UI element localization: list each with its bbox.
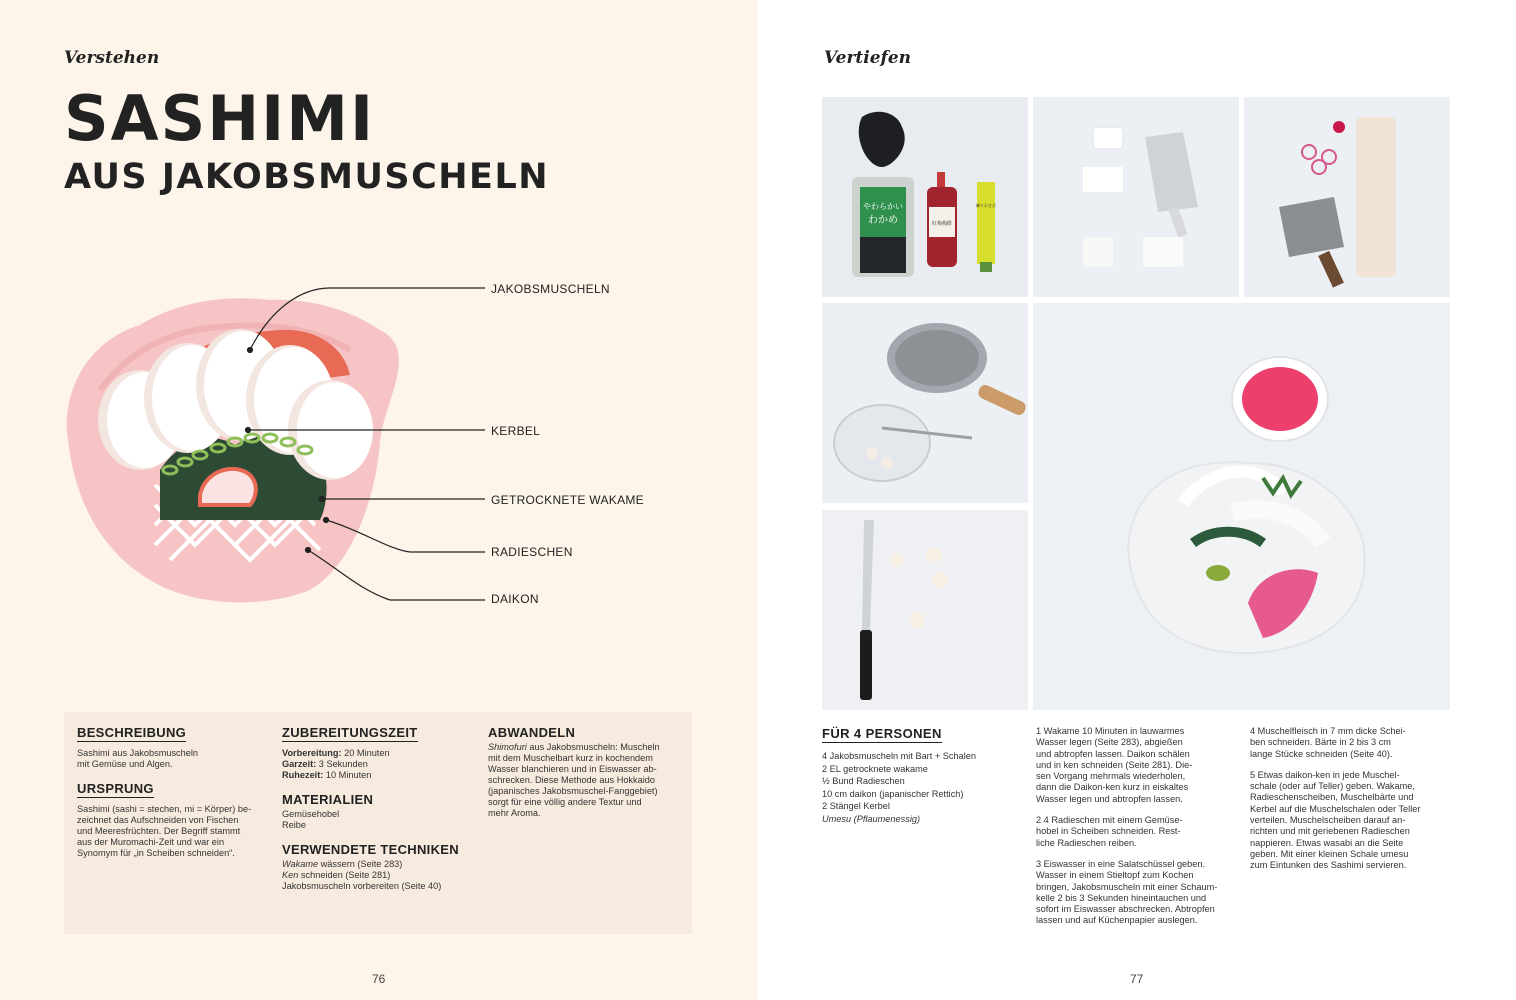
step-line: Wasser legen (Seite 283), abgießen xyxy=(1036,737,1183,748)
text-line: (japanisches Jakobsmuschel-Fanggebiet) xyxy=(488,786,658,796)
materialien-text xyxy=(282,809,472,831)
sashimi-diagram xyxy=(60,270,660,620)
step-line: dann die Daikon-ken kurz in eiskaltes xyxy=(1036,782,1189,793)
text-line: Ken schneiden (Seite 281) xyxy=(282,870,391,880)
text-line: und Meeresfrüchten. Der Begriff stammt xyxy=(77,826,241,836)
abwandeln-heading: ABWANDELN xyxy=(488,725,576,740)
label-wakame: GETROCKNETE WAKAME xyxy=(491,493,644,507)
step-line: verteilen. Muschelscheiben darauf an- xyxy=(1250,815,1406,826)
step-line: 2 4 Radieschen mit einem Gemüse- xyxy=(1036,815,1183,826)
info-col-2 xyxy=(282,724,472,892)
section-tag-verstehen: Verstehen xyxy=(64,48,160,68)
time-row: Garzeit: 3 Sekunden xyxy=(282,759,368,769)
step-line: sen Vorgang mehrmals wiederholen, xyxy=(1036,771,1186,782)
text-line: mit dem Muschelbart kurz in kochendem xyxy=(488,753,653,763)
recipe-title: SASHIMI xyxy=(64,82,376,155)
step-3 xyxy=(1036,859,1236,927)
ursprung-text xyxy=(77,804,267,859)
ingredient-item: 4 Jakobsmuscheln mit Bart + Schalen xyxy=(822,751,976,761)
beschreibung-heading: BESCHREIBUNG xyxy=(77,725,187,740)
text-line: zeichnet das Aufschneiden von Fischen xyxy=(77,815,239,825)
step-line: nappieren. Etwas wasabi an die Seite xyxy=(1250,837,1404,848)
photo-daikon-grater xyxy=(1033,97,1239,297)
recipe-heading: FÜR 4 PERSONEN xyxy=(822,726,942,741)
techniken-heading: VERWENDETE TECHNIKEN xyxy=(282,842,459,857)
step-line: lange Stücke schneiden (Seite 40). xyxy=(1250,748,1393,759)
text-line: sorgt für eine völlig andere Textur und xyxy=(488,797,642,807)
ingredient-item: 2 Stängel Kerbel xyxy=(822,801,890,812)
photo-finished-dish xyxy=(1033,303,1450,710)
step-line: hobel in Scheiben schneiden. Rest- xyxy=(1036,826,1181,837)
step-line: kelle 2 bis 3 Sekunden hineintauchen und xyxy=(1036,892,1207,903)
abwandeln-text xyxy=(488,742,678,819)
ingredient-item: 2 EL getrocknete wakame xyxy=(822,763,928,774)
label-daikon: DAIKON xyxy=(491,592,539,606)
photo-knife xyxy=(822,510,1028,710)
step-line: und abtropfen lassen. Daikon schälen xyxy=(1036,748,1190,759)
steps-column-1 xyxy=(1036,726,1236,937)
photo-radish-slicer xyxy=(1244,97,1450,297)
text-line: Synomym für „in Scheiben schneiden“. xyxy=(77,848,235,858)
package-text: やわらかい xyxy=(863,202,903,211)
time-row: Vorbereitung: 20 Minuten xyxy=(282,748,390,758)
step-line: geben. Mit einer kleinen Schale umesu xyxy=(1250,848,1409,859)
label-radieschen: RADIESCHEN xyxy=(491,545,573,559)
step-line: Wasser in einem Stieltopf zum Kochen xyxy=(1036,870,1194,881)
step-line: 3 Eiswasser in eine Salatschüssel geben. xyxy=(1036,858,1206,869)
ingredient-item: Umesu (Pflaumenessig) xyxy=(822,813,921,824)
info-col-1 xyxy=(77,724,267,859)
beschreibung-text xyxy=(77,748,267,770)
package-text: わかめ xyxy=(868,215,898,226)
ingredients-illustration xyxy=(822,97,1028,297)
ingredients-list xyxy=(822,750,1012,826)
package-text: 練りわさび xyxy=(976,203,996,208)
right-page xyxy=(758,0,1516,1000)
step-line: lassen und auf Küchenpapier auslegen. xyxy=(1036,915,1198,926)
recipe-subtitle: AUS JAKOBSMUSCHELN xyxy=(64,157,550,197)
step-line: zum Eintunken des Sashimi servieren. xyxy=(1250,860,1407,871)
label-jakobsmuscheln: JAKOBSMUSCHELN xyxy=(491,282,610,296)
step-1 xyxy=(1036,726,1236,805)
step-line: 1 Wakame 10 Minuten in lauwarmes xyxy=(1036,726,1185,736)
text-line: Shimofuri aus Jakobsmuscheln: Muscheln xyxy=(488,742,660,752)
step-4 xyxy=(1250,726,1450,760)
ingredient-item: ½ Bund Radieschen xyxy=(822,776,905,787)
step-line: richten und mit geriebenen Radieschen xyxy=(1250,826,1410,837)
materialien-heading: MATERIALIEN xyxy=(282,792,374,807)
step-line: 5 Etwas daikon-ken in jede Muschel- xyxy=(1250,769,1400,780)
zubereitungszeit-text xyxy=(282,748,472,781)
text-line: Sashimi aus Jakobsmuscheln xyxy=(77,748,199,758)
section-tag-vertiefen: Vertiefen xyxy=(824,48,912,68)
text-line: Sashimi (sashi = stechen, mi = Körper) be- xyxy=(77,804,252,814)
step-line: bringen, Jakobsmuscheln mit einer Schaum- xyxy=(1036,881,1218,892)
package-text: 紅梅梅酢 xyxy=(931,221,953,227)
page-number-right: 77 xyxy=(1130,972,1144,986)
photo-ingredients xyxy=(822,97,1028,297)
step-line: Radieschenscheiben, Muschelbärte und xyxy=(1250,792,1414,803)
text-line: Wakame wässern (Seite 283) xyxy=(282,859,403,869)
ursprung-heading: URSPRUNG xyxy=(77,781,154,796)
step-line: ben schneiden. Bärte in 2 bis 3 cm xyxy=(1250,737,1391,748)
text-line: aus der Muromachi-Zeit und war ein xyxy=(77,837,225,847)
zubereitungszeit-heading: ZUBEREITUNGSZEIT xyxy=(282,725,418,740)
ingredient-item: 10 cm daikon (japanischer Rettich) xyxy=(822,788,964,799)
step-line: 4 Muschelfleisch in 7 mm dicke Schei- xyxy=(1250,726,1406,736)
techniken-text xyxy=(282,859,472,892)
text-line: mit Gemüse und Algen. xyxy=(77,759,173,769)
steps-column-2 xyxy=(1250,726,1450,882)
text-line: Gemüsehobel xyxy=(282,809,340,819)
text-line: Jakobsmuscheln vorbereiten (Seite 40) xyxy=(282,881,442,891)
step-line: Wasser legen und abtropfen lassen. xyxy=(1036,793,1183,804)
step-line: liche Radieschen reiben. xyxy=(1036,837,1137,848)
info-col-3 xyxy=(488,724,678,819)
photo-pot xyxy=(822,303,1028,503)
page-number-left: 76 xyxy=(372,972,386,986)
step-line: und in ken schneiden (Seite 281). Die- xyxy=(1036,759,1193,770)
text-line: mehr Aroma. xyxy=(488,808,541,818)
step-line: Kerbel auf die Muschelschalen oder Teller xyxy=(1250,803,1421,814)
text-line: Wasser blanchieren und in Eiswasser ab- xyxy=(488,764,657,774)
label-kerbel: KERBEL xyxy=(491,424,541,438)
time-row: Ruhezeit: 10 Minuten xyxy=(282,770,372,780)
step-5 xyxy=(1250,770,1450,872)
text-line: Reibe xyxy=(282,820,307,830)
text-line: schrecken. Diese Methode aus Hokkaido xyxy=(488,775,655,785)
step-2 xyxy=(1036,815,1236,849)
info-box xyxy=(64,712,692,934)
step-line: schale (oder auf Teller) geben. Wakame, xyxy=(1250,781,1415,792)
step-line: sofort im Eiswasser abschrecken. Abtropfen xyxy=(1036,904,1215,915)
